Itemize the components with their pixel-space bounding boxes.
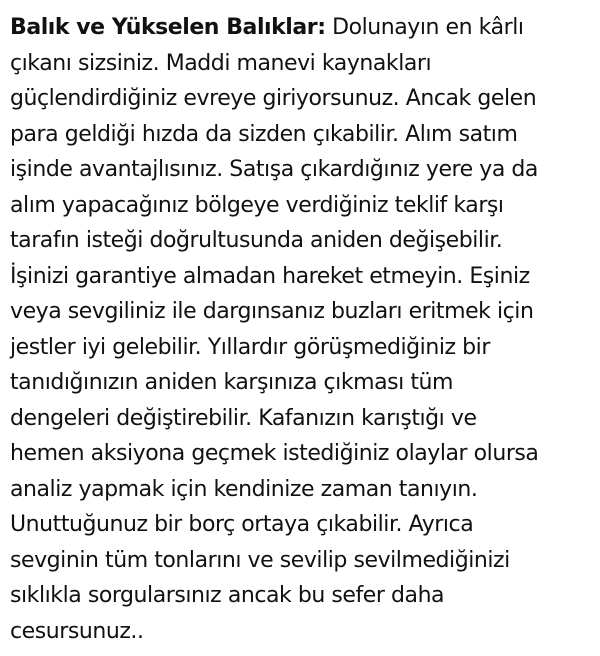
text-line-10: jestler iyi gelebilir. Yıllardır görüşmediğiniz bir: [10, 334, 490, 360]
text-line-13: hemen aksiyona geçmek istediğiniz olaylar olursa: [10, 441, 539, 466]
text-line-17: sıklıkla sorgularsınız ancak bu sefer daha: [10, 583, 445, 608]
text-line-3: güçlendirdiğiniz evreye giriyorsunuz. Ancak gelen: [10, 86, 537, 111]
text-line-1: [10, 10, 592, 46]
text-line-11: tanıdığınızın aniden karşınıza çıkması tüm: [10, 370, 454, 395]
text-line-18: cesursunuz..: [10, 618, 144, 644]
text-line-9: veya sevgiliniz ile dargınsanız buzları eritmek için: [10, 299, 534, 324]
sign-heading: Balık ve Yükselen Balıklar:: [10, 15, 326, 40]
text-line-12: dengeleri değiştirebilir. Kafanızın karıştığı ve: [10, 405, 477, 431]
text-line-2: çıkanı sizsiniz. Maddi manevi kaynakları: [10, 50, 432, 76]
text-line-8: İşinizi garantiye almadan hareket etmeyin. Eşiniz: [10, 263, 530, 289]
text-line-6: alım yapacağınız bölgeye verdiğiniz teklif karşı: [10, 192, 504, 218]
text-line-16: sevginin tüm tonlarını ve sevilip sevilmediğinizi: [10, 547, 510, 573]
text-line-1-body: Dolunayın en kârlı: [325, 15, 524, 40]
text-line-15: Unuttuğunuz bir borç ortaya çıkabilir. Ayrıca: [10, 512, 474, 537]
text-line-7: tarafın isteği doğrultusunda aniden değişebilir.: [10, 228, 503, 253]
text-line-4: para geldiği hızda da sizden çıkabilir. Alım satım: [10, 121, 518, 147]
text-line-5: işinde avantajlısınız. Satışa çıkardığınız yere ya da: [10, 157, 538, 182]
text-line-14: analiz yapmak için kendinize zaman tanıyın.: [10, 476, 478, 502]
